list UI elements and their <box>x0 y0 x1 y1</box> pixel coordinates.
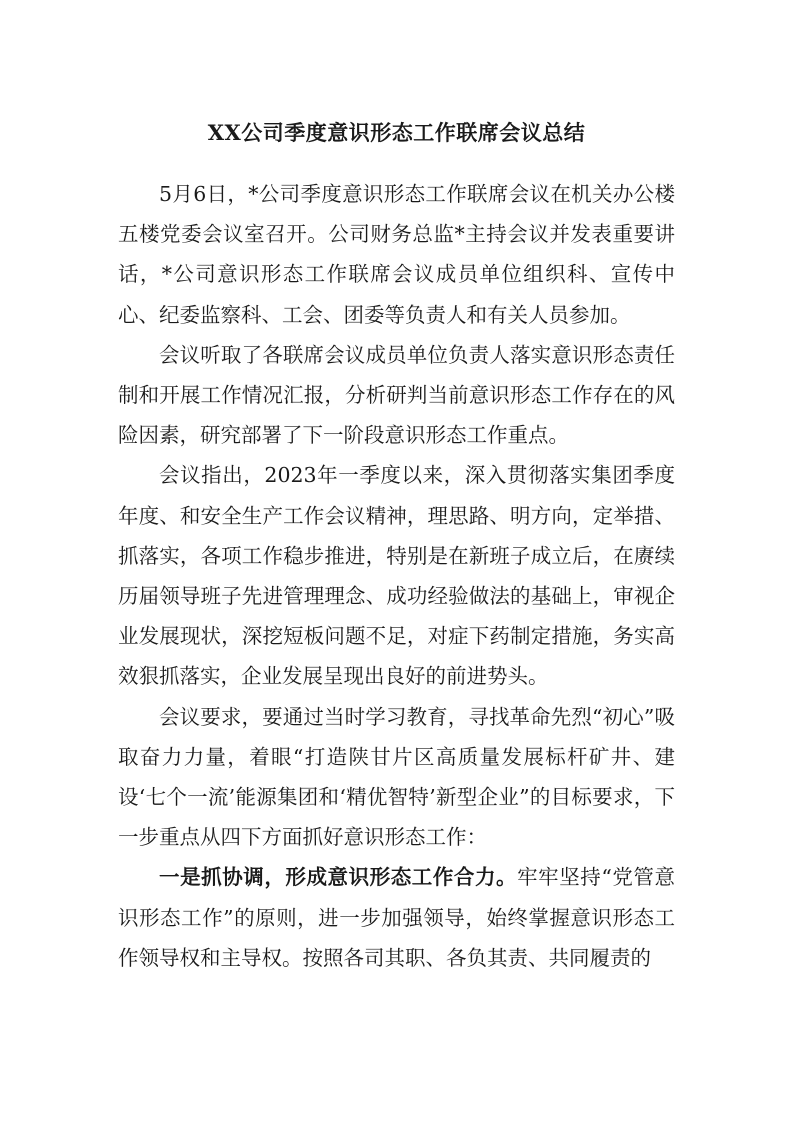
paragraph-first-point <box>118 857 675 978</box>
paragraph-text: 5月6日，*公司季度意识形态工作联席会议在机关办公楼五楼党委会议室召开。公司财务总监*主持会议并发表重要讲话，*公司意识形态工作联席会议成员单位组织科、宣传中心、纪委监察科、工会、团委等负责人和有关人员参加。 <box>118 182 675 327</box>
paragraph-lead-heading: 一是抓协调，形成意识形态工作合力。 <box>159 865 518 890</box>
paragraph-reports <box>118 335 675 456</box>
paragraph-meeting-requirements <box>118 697 675 858</box>
paragraph-meeting-points <box>118 455 675 696</box>
paragraph-text: 会议听取了各联席会议成员单位负责人落实意识形态责任制和开展工作情况汇报，分析研判当前意识形态工作存在的风险因素，研究部署了下一阶段意识形态工作重点。 <box>118 342 675 448</box>
paragraph-text: 牢牢坚持“党管意识形态工作”的原则，进一步加强领导，始终掌握意识形态工作领导权和主导权。按照各司其职、各负其责、共同履责的 <box>118 865 676 970</box>
paragraph-text: 会议要求，要通过当时学习教育，寻找革命先烈“初心”吸取奋力力量，着眼“打造陕甘片区高质量发展标杆矿井、建设‘七个一流’能源集团和‘精优智特’新型企业”的目标要求，下一步重点从四下方面抓好意识形态工作： <box>118 704 675 850</box>
paragraph-meeting-info <box>118 174 675 335</box>
document-title: XX公司季度意识形态工作联席会议总结 <box>207 120 586 145</box>
paragraph-text: 会议指出，2023年一季度以来，深入贯彻落实集团季度年度、和安全生产工作会议精神，理思路、明方向，定举措、抓落实，各项工作稳步推进，特别是在新班子成立后，在赓续历届领导班子先进管理理念、成功经验做法的基础上，审视企业发展现状，深挖短板问题不足，对症下药制定措施，务实高效狠抓落实，企业发展呈现出良好的前进势头。 <box>118 463 675 689</box>
